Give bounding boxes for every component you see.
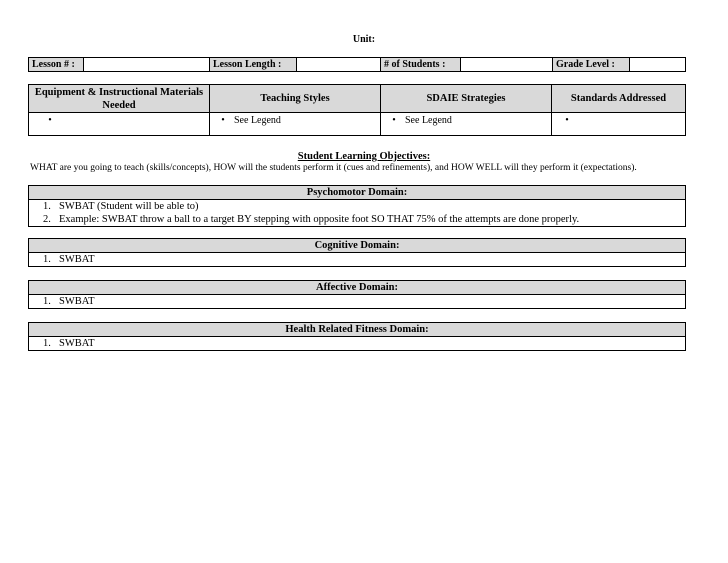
psychomotor-domain-box — [28, 185, 686, 227]
equipment-column-header: Equipment & Instructional Materials Needed — [29, 85, 210, 113]
bullet-icon: • — [48, 115, 52, 126]
list-item[interactable] — [29, 295, 685, 308]
cognitive-domain-title: Cognitive Domain: — [29, 239, 685, 253]
grade-level-field[interactable] — [630, 58, 685, 71]
bullet-icon: • — [392, 115, 396, 126]
affective-domain-title: Affective Domain: — [29, 281, 685, 295]
objectives-description: WHAT are you going to teach (skills/concepts), HOW will the students perform it (cues and refinements), and HOW WELL will they perform it (expectations). — [30, 163, 637, 173]
lesson-number-label: Lesson # : — [29, 58, 84, 71]
list-number: 1. — [43, 201, 51, 212]
list-item[interactable] — [29, 253, 685, 266]
lesson-length-label: Lesson Length : — [210, 58, 297, 71]
grade-level-label: Grade Level : — [553, 58, 630, 71]
sdaie-column-header: SDAIE Strategies — [381, 85, 552, 113]
teaching-styles-cell-text: See Legend — [234, 115, 281, 126]
students-count-field[interactable] — [461, 58, 553, 71]
teaching-styles-column-header: Teaching Styles — [210, 85, 381, 113]
list-item[interactable] — [29, 337, 685, 350]
list-item[interactable] — [29, 213, 685, 226]
students-count-label: # of Students : — [381, 58, 461, 71]
fitness-domain-box — [28, 322, 686, 351]
standards-cell[interactable] — [552, 113, 685, 135]
cognitive-domain-box — [28, 238, 686, 267]
list-number: 1. — [43, 296, 51, 307]
list-number: 1. — [43, 254, 51, 265]
list-item-text: SWBAT — [59, 254, 95, 265]
unit-label: Unit: — [352, 34, 376, 45]
sdaie-cell[interactable] — [381, 113, 552, 135]
teaching-styles-cell[interactable] — [210, 113, 381, 135]
list-item-text: Example: SWBAT throw a ball to a target BY stepping with opposite foot SO THAT 75% of the attempts are done properly. — [59, 214, 580, 225]
bullet-icon: • — [221, 115, 225, 126]
lesson-number-field[interactable] — [84, 58, 210, 71]
list-item[interactable] — [29, 200, 685, 213]
standards-column-header: Standards Addressed — [552, 85, 685, 113]
list-item-text: SWBAT — [59, 338, 95, 349]
lesson-length-field[interactable] — [297, 58, 381, 71]
psychomotor-domain-title: Psychomotor Domain: — [29, 186, 685, 200]
fitness-domain-title: Health Related Fitness Domain: — [29, 323, 685, 337]
list-number: 2. — [43, 214, 51, 225]
lesson-plan-table — [28, 84, 686, 136]
list-item-text: SWBAT (Student will be able to) — [59, 201, 199, 212]
lesson-info-row — [28, 57, 686, 72]
list-number: 1. — [43, 338, 51, 349]
list-item-text: SWBAT — [59, 296, 95, 307]
bullet-icon: • — [565, 115, 569, 126]
equipment-cell[interactable] — [29, 113, 210, 135]
objectives-title: Student Learning Objectives: — [297, 151, 431, 162]
affective-domain-box — [28, 280, 686, 309]
sdaie-cell-text: See Legend — [405, 115, 452, 126]
